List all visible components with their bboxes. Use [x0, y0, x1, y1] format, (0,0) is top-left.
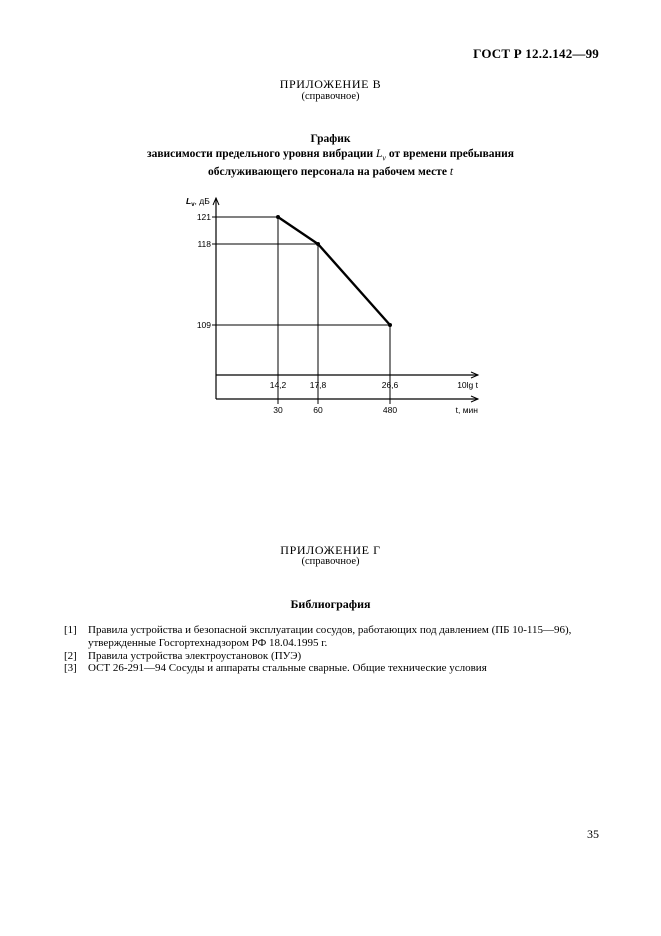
page-number: 35: [587, 827, 599, 841]
bibliography-item-text: ОСТ 26-291—94 Сосуды и аппараты стальные сварные. Общие технические условия: [88, 662, 487, 674]
bibliography-item-number: [3]: [64, 662, 77, 674]
appendix-v-title: ПРИЛОЖЕНИЕ В: [279, 77, 382, 91]
y-tick-label: 109: [196, 320, 211, 330]
bibliography-item-number: [2]: [64, 650, 77, 662]
graph-title-subscript: v: [382, 153, 386, 163]
x-axis-time-arrow: [471, 396, 478, 402]
x-tick-label-lg: 14,2: [269, 380, 287, 390]
x-axis-lg-arrow: [471, 372, 478, 378]
x-tick-label-lg: 17,8: [309, 380, 327, 390]
series-line: [278, 217, 390, 325]
appendix-v-subtitle: (справочное): [301, 91, 360, 102]
graph-title-line3-text: обслуживающего персонала на рабочем месте: [207, 166, 450, 179]
document-code: ГОСТ Р 12.2.142—99: [473, 46, 599, 61]
bibliography-item: [64, 662, 604, 675]
y-tick-label: 118: [197, 239, 211, 249]
bibliography-item-number: [1]: [64, 624, 77, 636]
x-tick-label-time: 30: [273, 405, 283, 415]
data-point: [388, 323, 392, 327]
graph-title-line3: [0, 165, 661, 180]
graph-title-symbol: L: [376, 148, 383, 160]
x-tick-label-time: 480: [382, 405, 398, 415]
appendix-g-title: ПРИЛОЖЕНИЕ Г: [280, 543, 381, 557]
graph-title-time-symbol: t: [449, 166, 454, 179]
chart-labels: [186, 196, 479, 415]
x-tick-label-lg: 26,6: [381, 380, 399, 390]
chart-gridlines: [212, 217, 390, 404]
graph-title-line2-end: от времени пребывания: [385, 148, 515, 160]
bibliography-item-text: Правила устройства и безопасной эксплуатации сосудов, работающих под давлением (ПБ 10-115—96),: [88, 624, 572, 636]
x-tick-label-time: 60: [313, 405, 323, 415]
graph-title-line1: График: [310, 133, 351, 145]
graph-title: [0, 132, 661, 180]
x-axis-time-label: t, мин: [455, 405, 478, 415]
y-tick-label: 121: [196, 212, 211, 222]
bibliography-item: [64, 624, 604, 650]
bibliography-item-continuation: утвержденные Госгортехнадзором РФ 18.04.1995 г.: [88, 637, 328, 649]
chart-frame: [213, 198, 478, 402]
data-point: [316, 242, 320, 246]
appendix-g-subtitle: (справочное): [301, 556, 360, 567]
y-axis-label: $L_v$, дБ: [186, 196, 210, 208]
chart-series: [276, 215, 392, 327]
y-axis-arrow: [213, 198, 219, 205]
graph-title-line2-text: зависимости предельного уровня вибрации: [146, 148, 376, 160]
data-point: [276, 215, 280, 219]
bibliography-item-text: Правила устройства электроустановок (ПУЭ): [88, 650, 302, 662]
graph-title-line2: [0, 147, 661, 165]
x-axis-lg-label: 10lg t: [457, 380, 478, 390]
bibliography-title: Библиография: [290, 597, 371, 611]
